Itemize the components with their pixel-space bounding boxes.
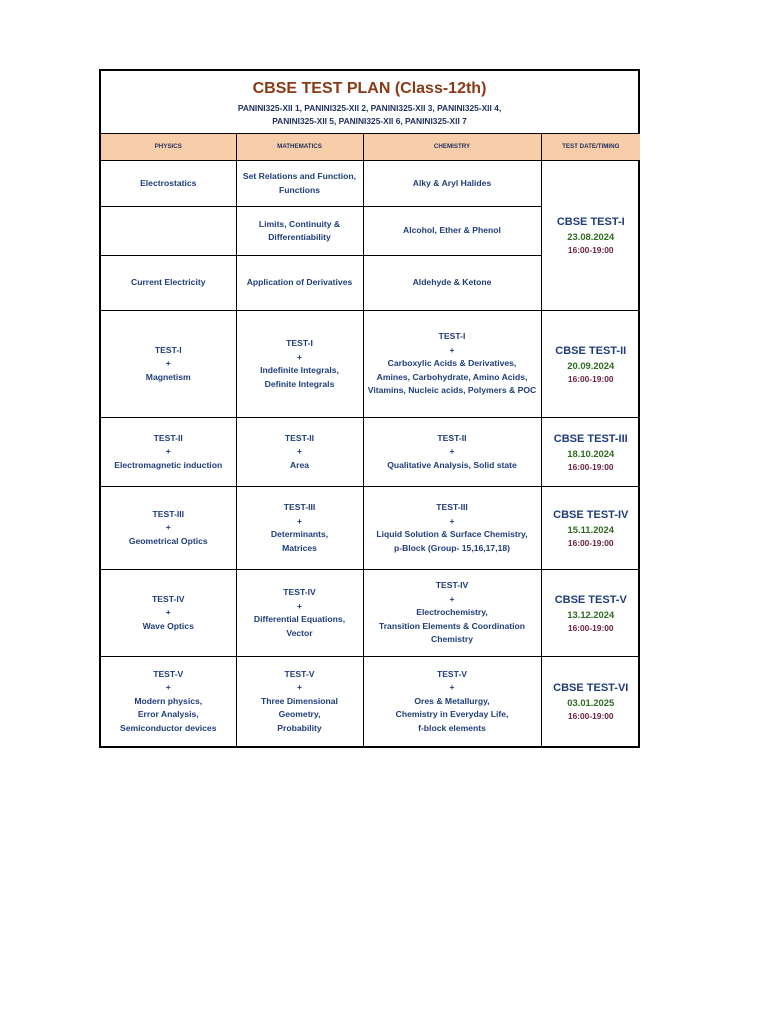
chemistry-cell xyxy=(363,161,541,207)
table-row xyxy=(101,418,640,487)
cell-line: + xyxy=(165,446,171,457)
cell-line: TEST-II xyxy=(153,432,183,443)
cell-line: + xyxy=(165,607,171,618)
mathematics-cell xyxy=(236,256,363,311)
cell-line: Differentiability xyxy=(268,232,331,242)
batch-line-1: PANINI325-XII 1, PANINI325-XII 2, PANINI325-XII 3, PANINI325-XII 4, xyxy=(237,103,502,113)
mathematics-cell xyxy=(236,207,363,256)
cell-line: Semiconductor devices xyxy=(120,722,217,733)
cell-line: Geometry, xyxy=(278,709,321,719)
test-timing: 16:00-19:00 xyxy=(567,537,614,548)
cell-line: Transition Elements & Coordination xyxy=(378,620,526,631)
chemistry-cell xyxy=(363,487,541,570)
mathematics-cell xyxy=(236,311,363,418)
cell-line: f-block elements xyxy=(418,722,486,733)
test-schedule-cell xyxy=(541,161,640,311)
physics-cell xyxy=(101,418,236,487)
test-schedule-cell xyxy=(541,418,640,487)
cell-line: Area xyxy=(289,459,310,470)
chemistry-cell xyxy=(363,657,541,746)
batch-line-2: PANINI325-XII 5, PANINI325-XII 6, PANINI325-XII 7 xyxy=(272,116,467,126)
column-header-row xyxy=(101,134,640,161)
cell-line: TEST-IV xyxy=(435,580,469,591)
cell-line: Chemistry in Everyday Life, xyxy=(395,709,509,719)
cell-line: + xyxy=(296,600,303,611)
cell-line: + xyxy=(165,522,171,533)
mathematics-cell xyxy=(236,570,363,657)
table-row xyxy=(101,311,640,418)
cell-line: Probability xyxy=(277,722,322,733)
test-timing: 16:00-19:00 xyxy=(567,373,614,384)
test-name: CBSE TEST-I xyxy=(556,216,625,228)
cell-line: + xyxy=(449,593,455,604)
test-timing: 16:00-19:00 xyxy=(567,710,614,721)
physics-cell xyxy=(101,207,236,256)
test-schedule-cell xyxy=(541,657,640,746)
test-date: 18.10.2024 xyxy=(567,447,615,459)
test-timing: 16:00-19:00 xyxy=(567,245,614,255)
cell-line: Electrochemistry, xyxy=(416,607,488,618)
mathematics-cell xyxy=(236,161,363,207)
column-header-physics: PHYSICS xyxy=(101,134,236,161)
test-name: CBSE TEST-V xyxy=(554,593,627,606)
cell-line: Three Dimensional xyxy=(261,695,338,706)
cell-line: Alcohol, Ether & Phenol xyxy=(403,225,501,236)
column-header-test-date: TEST DATE/TIMING xyxy=(541,134,640,161)
mathematics-cell xyxy=(236,657,363,746)
cell-line: + xyxy=(449,344,455,355)
cell-line: + xyxy=(165,358,171,369)
cell-line: + xyxy=(165,682,171,692)
test-name: CBSE TEST-III xyxy=(553,432,628,445)
test-date: 03.01.2025 xyxy=(567,696,615,708)
cell-line: + xyxy=(296,682,303,692)
batch-list xyxy=(101,102,638,128)
cell-line: Geometrical Optics xyxy=(128,535,208,546)
cell-line: TEST-III xyxy=(436,502,468,512)
cell-line: TEST-I xyxy=(286,338,313,348)
cell-line: + xyxy=(296,351,303,362)
table-row xyxy=(101,657,640,746)
cell-line: Carboxylic Acids & Derivatives, xyxy=(387,358,517,369)
test-date: 15.11.2024 xyxy=(567,523,614,535)
cell-line: Limits, Continuity & xyxy=(258,218,341,229)
cell-line: Aldehyde & Ketone xyxy=(412,277,492,288)
cell-line: Liquid Solution & Surface Chemistry, xyxy=(376,529,528,539)
mathematics-cell xyxy=(236,418,363,487)
cell-line: TEST-I xyxy=(438,331,466,342)
cell-line: Application of Derivatives xyxy=(246,277,353,288)
cell-line: Definite Integrals xyxy=(264,378,335,389)
cell-line: TEST-IV xyxy=(152,593,185,604)
physics-cell xyxy=(101,487,236,570)
cell-line: Error Analysis, xyxy=(137,709,199,719)
physics-cell xyxy=(101,657,236,746)
test-timing: 16:00-19:00 xyxy=(567,622,614,633)
cell-line: Magnetism xyxy=(145,371,191,382)
cell-line: Chemistry xyxy=(430,634,474,645)
test-plan-sheet xyxy=(99,69,640,748)
chemistry-cell xyxy=(363,570,541,657)
cell-line: Modern physics, xyxy=(134,695,203,706)
cell-line: + xyxy=(449,515,455,526)
cell-line: Matrices xyxy=(282,542,317,553)
cell-line: + xyxy=(296,446,303,457)
cell-line: Ores & Metallurgy, xyxy=(414,695,490,706)
cell-line: TEST-II xyxy=(284,432,315,443)
plan-header xyxy=(101,71,638,134)
table-row xyxy=(101,487,640,570)
column-header-chemistry: CHEMISTRY xyxy=(363,134,541,161)
test-date: 20.09.2024 xyxy=(567,359,615,371)
cell-line: TEST-III xyxy=(283,502,316,512)
cell-line: Differential Equations, xyxy=(253,614,346,624)
cell-line: TEST-III xyxy=(152,508,184,519)
chemistry-cell xyxy=(363,256,541,311)
cell-line: TEST-V xyxy=(284,668,315,679)
table-row xyxy=(101,161,640,207)
test-date: 13.12.2024 xyxy=(567,608,615,620)
test-date: 23.08.2024 xyxy=(567,231,615,242)
chemistry-cell xyxy=(363,207,541,256)
cell-line: + xyxy=(449,682,455,692)
cell-line: Alky & Aryl Halides xyxy=(412,177,492,188)
cell-line: TEST-I xyxy=(154,344,182,355)
cell-line: TEST-V xyxy=(153,668,184,679)
cell-line: Amines, Carbohydrate, Amino Acids, xyxy=(376,371,528,382)
cell-line: Indefinite Integrals, xyxy=(260,365,339,375)
test-schedule-cell xyxy=(541,487,640,570)
cell-line: Vitamins, Nucleic acids, Polymers & POC xyxy=(367,385,537,396)
test-name: CBSE TEST-VI xyxy=(553,681,629,694)
cell-line: Vector xyxy=(286,627,313,638)
test-schedule-cell xyxy=(541,311,640,418)
physics-cell xyxy=(101,570,236,657)
cell-line: Electromagnetic induction xyxy=(114,459,223,470)
page-title: CBSE TEST PLAN (Class-12th) xyxy=(252,80,487,97)
mathematics-cell xyxy=(236,487,363,570)
chemistry-cell xyxy=(363,418,541,487)
cell-line: Functions xyxy=(278,184,321,195)
cell-line: Electrostatics xyxy=(140,177,197,188)
cell-line: p-Block (Group- 15,16,17,18) xyxy=(393,542,511,553)
physics-cell xyxy=(101,311,236,418)
table-row xyxy=(101,570,640,657)
cell-line: TEST-II xyxy=(437,432,467,443)
test-plan-table xyxy=(101,134,640,746)
cell-line: Current Electricity xyxy=(130,277,206,288)
cell-line: + xyxy=(449,446,455,457)
chemistry-cell xyxy=(363,311,541,418)
physics-cell xyxy=(101,161,236,207)
cell-line: + xyxy=(296,515,303,526)
cell-line: Determinants, xyxy=(270,529,329,539)
test-schedule-cell xyxy=(541,570,640,657)
test-name: CBSE TEST-II xyxy=(555,344,627,357)
cell-line: TEST-IV xyxy=(283,587,316,597)
cell-line: Set Relations and Function, xyxy=(242,171,357,181)
test-name: CBSE TEST-IV xyxy=(553,508,629,521)
physics-cell xyxy=(101,256,236,311)
test-timing: 16:00-19:00 xyxy=(567,461,614,472)
cell-line: Wave Optics xyxy=(142,620,194,631)
cell-line: Qualitative Analysis, Solid state xyxy=(387,459,517,470)
cell-line: TEST-V xyxy=(436,668,468,679)
column-header-mathematics: MATHEMATICS xyxy=(236,134,363,161)
